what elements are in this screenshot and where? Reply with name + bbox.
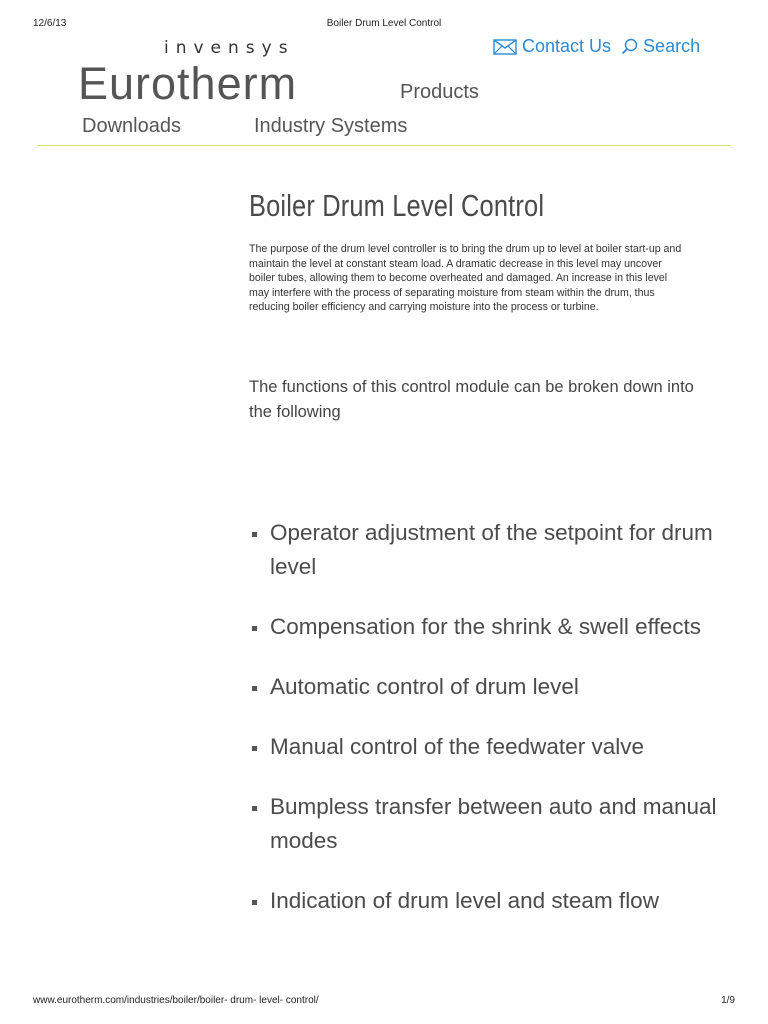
invensys-logo[interactable]: invensys — [164, 38, 295, 58]
bullet-icon — [252, 900, 257, 905]
function-text: Manual control of the feedwater valve — [270, 734, 644, 759]
print-header — [33, 18, 735, 32]
intro-paragraph: The purpose of the drum level controller is to bring the drum up to level at boiler start-up and maintain the level at constant steam load. A dramatic decrease in this level may uncover boiler tubes, allowing them to become overheated and damaged. An increase in this level may interfere with the process of separating moisture from steam within the drum, thus reducing boiler efficiency and carrying moisture into the process or turbine. — [249, 243, 682, 314]
main-content — [249, 188, 715, 425]
function-text: Bumpless transfer between auto and manual modes — [270, 794, 717, 853]
contact-us-link[interactable] — [493, 36, 611, 57]
functions-lead: The functions of this control module can be broken down into the following — [249, 377, 694, 421]
print-url: www.eurotherm.com/industries/boiler/boiler- drum- level- control/ — [33, 995, 319, 1006]
print-page-number: 1/9 — [721, 995, 735, 1006]
nav-industry-systems[interactable]: Industry Systems — [254, 115, 408, 137]
list-item — [249, 516, 719, 584]
list-item — [249, 670, 719, 704]
bullet-icon — [252, 686, 257, 691]
page-title: Boiler Drum Level Control — [249, 188, 545, 223]
list-item — [249, 730, 719, 764]
nav-products[interactable]: Products — [400, 81, 479, 103]
list-item — [249, 610, 719, 644]
bullet-icon — [252, 532, 257, 537]
list-item — [249, 790, 719, 858]
function-text: Automatic control of drum level — [270, 674, 579, 699]
envelope-icon — [493, 39, 517, 55]
bullet-icon — [252, 626, 257, 631]
print-date: 12/6/13 — [33, 18, 67, 29]
contact-us-label: Contact Us — [522, 36, 612, 56]
function-text: Indication of drum level and steam flow — [270, 888, 659, 913]
utility-nav — [493, 36, 700, 57]
function-text: Compensation for the shrink & swell effects — [270, 614, 702, 639]
list-item — [249, 884, 719, 918]
search-icon — [621, 38, 638, 55]
bullet-icon — [252, 806, 257, 811]
header-divider — [37, 145, 731, 146]
functions-list — [249, 516, 719, 944]
eurotherm-logo[interactable]: Eurotherm — [78, 58, 298, 109]
function-text: Operator adjustment of the setpoint for drum level — [270, 520, 713, 579]
print-title: Boiler Drum Level Control — [326, 18, 442, 29]
nav-downloads[interactable]: Downloads — [82, 115, 181, 137]
search-label: Search — [643, 36, 701, 56]
search-link[interactable] — [621, 36, 700, 57]
print-footer — [33, 995, 735, 1009]
bullet-icon — [252, 746, 257, 751]
